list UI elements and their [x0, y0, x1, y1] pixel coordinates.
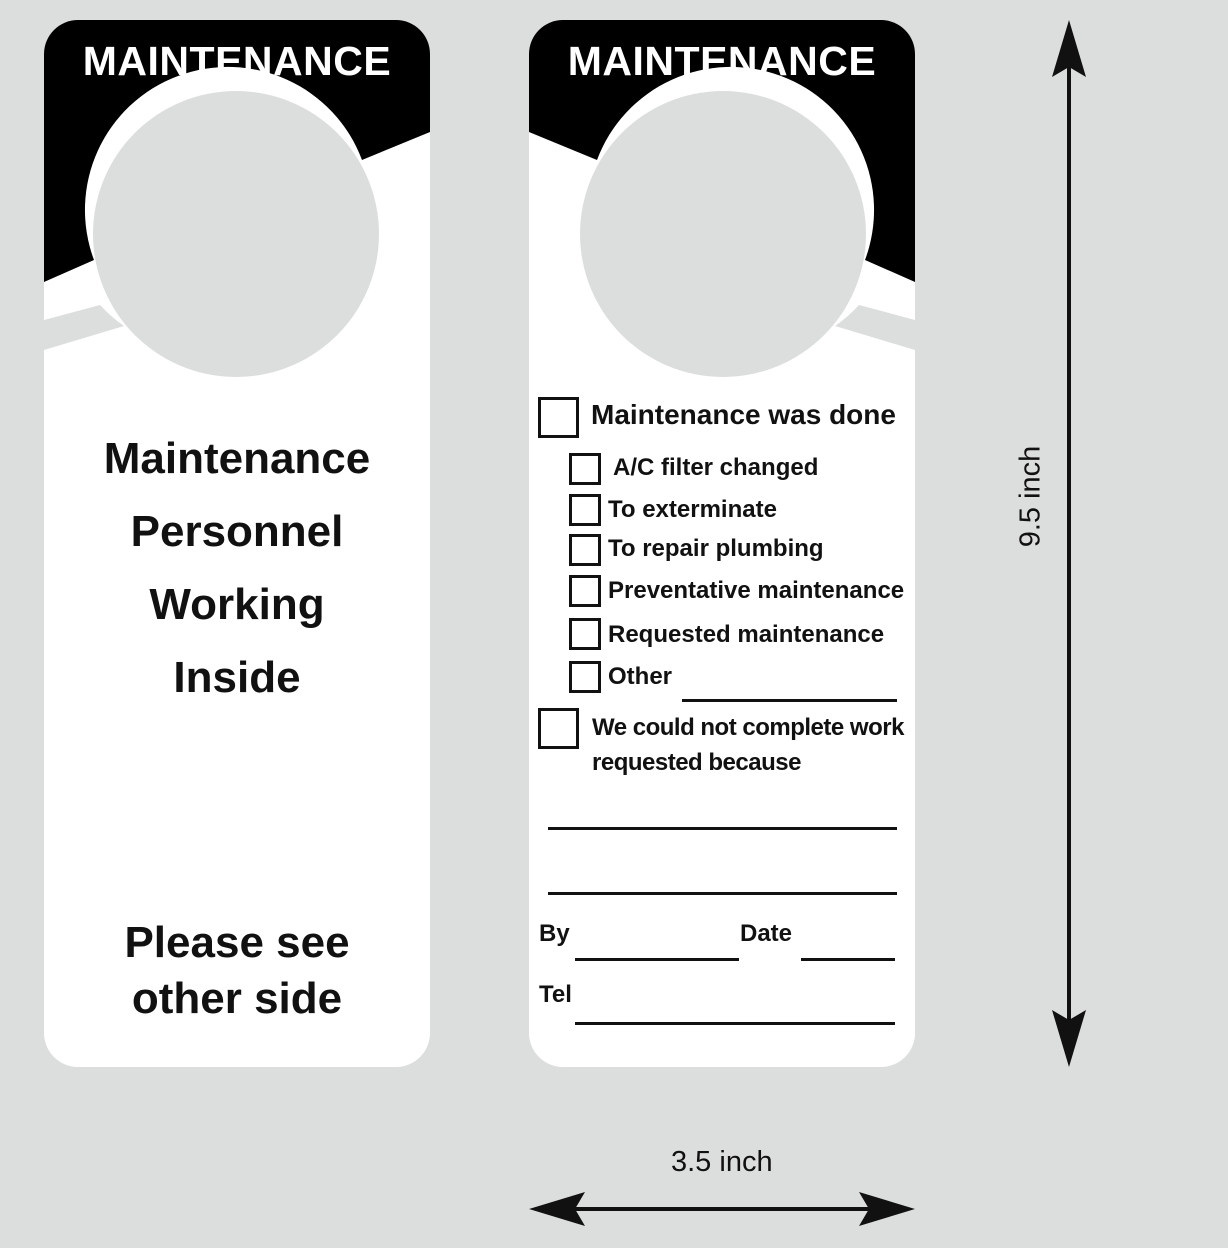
- see-other-side: [44, 915, 430, 1027]
- done-label: Maintenance was done: [591, 399, 896, 430]
- tel-label: Tel: [539, 981, 572, 1008]
- see-line-2: other side: [131, 974, 343, 1023]
- item-label-ac-filter: A/C filter changed: [613, 454, 819, 481]
- item-label-preventative: Preventative maintenance: [608, 577, 905, 604]
- see-line-1: Please see: [124, 918, 350, 967]
- width-dimension-arrow: [525, 1188, 920, 1232]
- date-write-line[interactable]: [801, 958, 895, 961]
- item-checkbox-plumbing[interactable]: [569, 534, 601, 566]
- incomplete-label-2: requested because: [592, 749, 801, 776]
- item-checkbox-exterminate[interactable]: [569, 494, 601, 526]
- item-checkbox-ac-filter[interactable]: [569, 453, 601, 485]
- reason-line-1[interactable]: [548, 827, 897, 830]
- door-hanger-front: [44, 20, 430, 1067]
- message-line-1: Maintenance: [103, 434, 371, 483]
- hanger-slot: [835, 305, 915, 350]
- header-title: MAINTENANCE: [82, 38, 392, 84]
- item-checkbox-requested[interactable]: [569, 618, 601, 650]
- tel-write-line[interactable]: [575, 1022, 895, 1025]
- height-label: 9.5 inch: [1014, 445, 1047, 548]
- message-line-3: Working: [149, 580, 325, 629]
- door-hanger-back: [529, 20, 915, 1067]
- hanger-hole: [93, 91, 379, 377]
- done-checkbox[interactable]: [538, 397, 579, 438]
- date-label: Date: [740, 920, 793, 947]
- hanger-hole: [580, 91, 866, 377]
- reason-line-2[interactable]: [548, 892, 897, 895]
- by-write-line[interactable]: [575, 958, 739, 961]
- by-label: By: [539, 920, 570, 947]
- incomplete-checkbox[interactable]: [538, 708, 579, 749]
- other-write-line[interactable]: [682, 699, 897, 702]
- item-label-plumbing: To repair plumbing: [608, 535, 824, 562]
- incomplete-label-1: We could not complete work: [592, 714, 904, 741]
- height-dimension-arrow: [1040, 15, 1100, 1075]
- width-label: 3.5 inch: [671, 1146, 773, 1178]
- item-checkbox-preventative[interactable]: [569, 575, 601, 607]
- item-label-exterminate: To exterminate: [608, 496, 777, 523]
- item-label-other: Other: [608, 663, 673, 690]
- message-line-2: Personnel: [130, 507, 344, 556]
- item-checkbox-other[interactable]: [569, 661, 601, 693]
- item-label-requested: Requested maintenance: [608, 621, 885, 648]
- message-line-4: Inside: [173, 653, 301, 702]
- hanger-slot: [44, 305, 124, 350]
- header-title: MAINTENANCE: [567, 38, 877, 84]
